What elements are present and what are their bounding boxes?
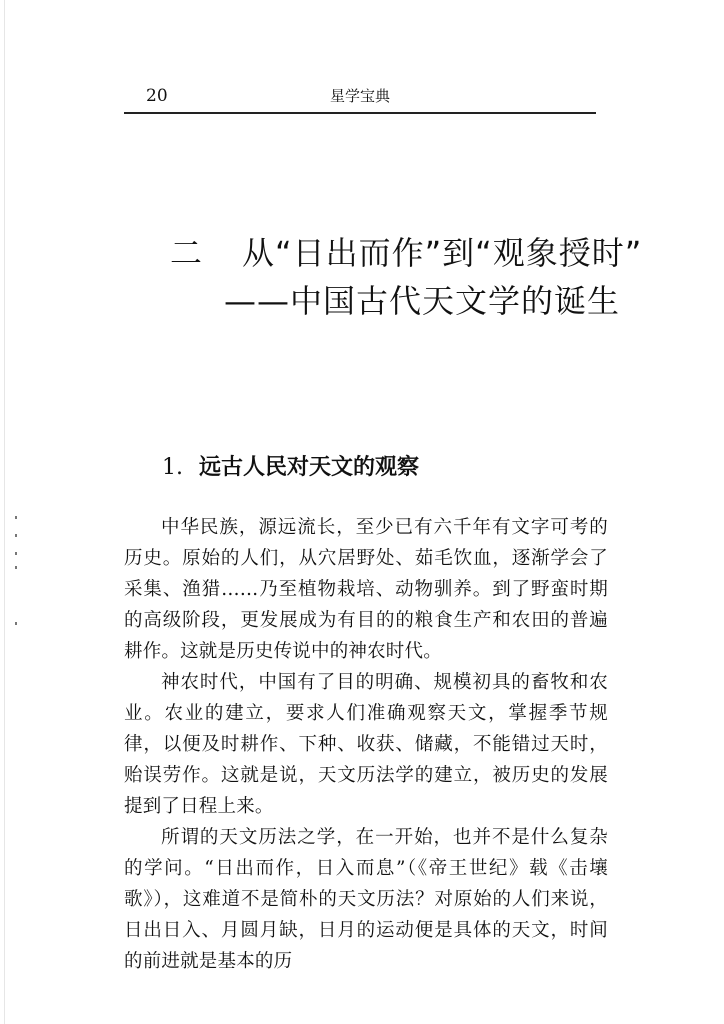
body-text	[124, 512, 608, 977]
paragraph: 中华民族，源远流长，至少已有六千年有文字可考的历史。原始的人们，从穴居野处、茹毛饮血，逐渐学会了采集、渔猎……乃至植物栽培、动物驯养。到了野蛮时期的高级阶段，更发展成为有目的的粮食生产和农田的普遍耕作。这就是历史传说中的神农时代。	[124, 517, 608, 662]
running-title: 星学宝典	[329, 87, 390, 105]
scan-speck	[15, 534, 17, 537]
chapter-number: 二	[170, 234, 204, 272]
paragraph: 神农时代，中国有了目的明确、规模初具的畜牧和农业。农业的建立，要求人们准确观察天文，掌握季节规律，以便及时耕作、下种、收获、储藏，不能错过天时，贻误劳作。这就是说，天文历法学的建立，被历史的发展提到了日程上来。	[124, 672, 608, 817]
scan-edge-line	[4, 0, 5, 1024]
chapter-title-line1	[170, 228, 642, 278]
page-number: 20	[146, 86, 168, 106]
scan-speck	[15, 566, 17, 569]
section-heading	[162, 451, 419, 484]
chapter-title-main: 从“日出而作”到“观象授时”	[242, 234, 643, 272]
page-header	[124, 84, 596, 114]
header-rule	[124, 112, 596, 114]
scan-speck	[15, 552, 17, 555]
chapter-subtitle: ——中国古代天文学的诞生	[224, 282, 621, 320]
scan-speck	[15, 516, 17, 519]
scan-speck	[15, 622, 17, 625]
section-number: 1.	[162, 455, 183, 480]
section-title: 远古人民对天文的观察	[199, 454, 420, 480]
paragraph: 所谓的天文历法之学，在一开始，也并不是什么复杂的学问。“日出而作，日入而息”（《帝王世纪》载《击壤歌》），这难道不是简朴的天文历法？对原始的人们来说，日出日入、月圆月缺，日月的运动便是具体的天文，时间的前进就是基本的历	[124, 827, 608, 972]
